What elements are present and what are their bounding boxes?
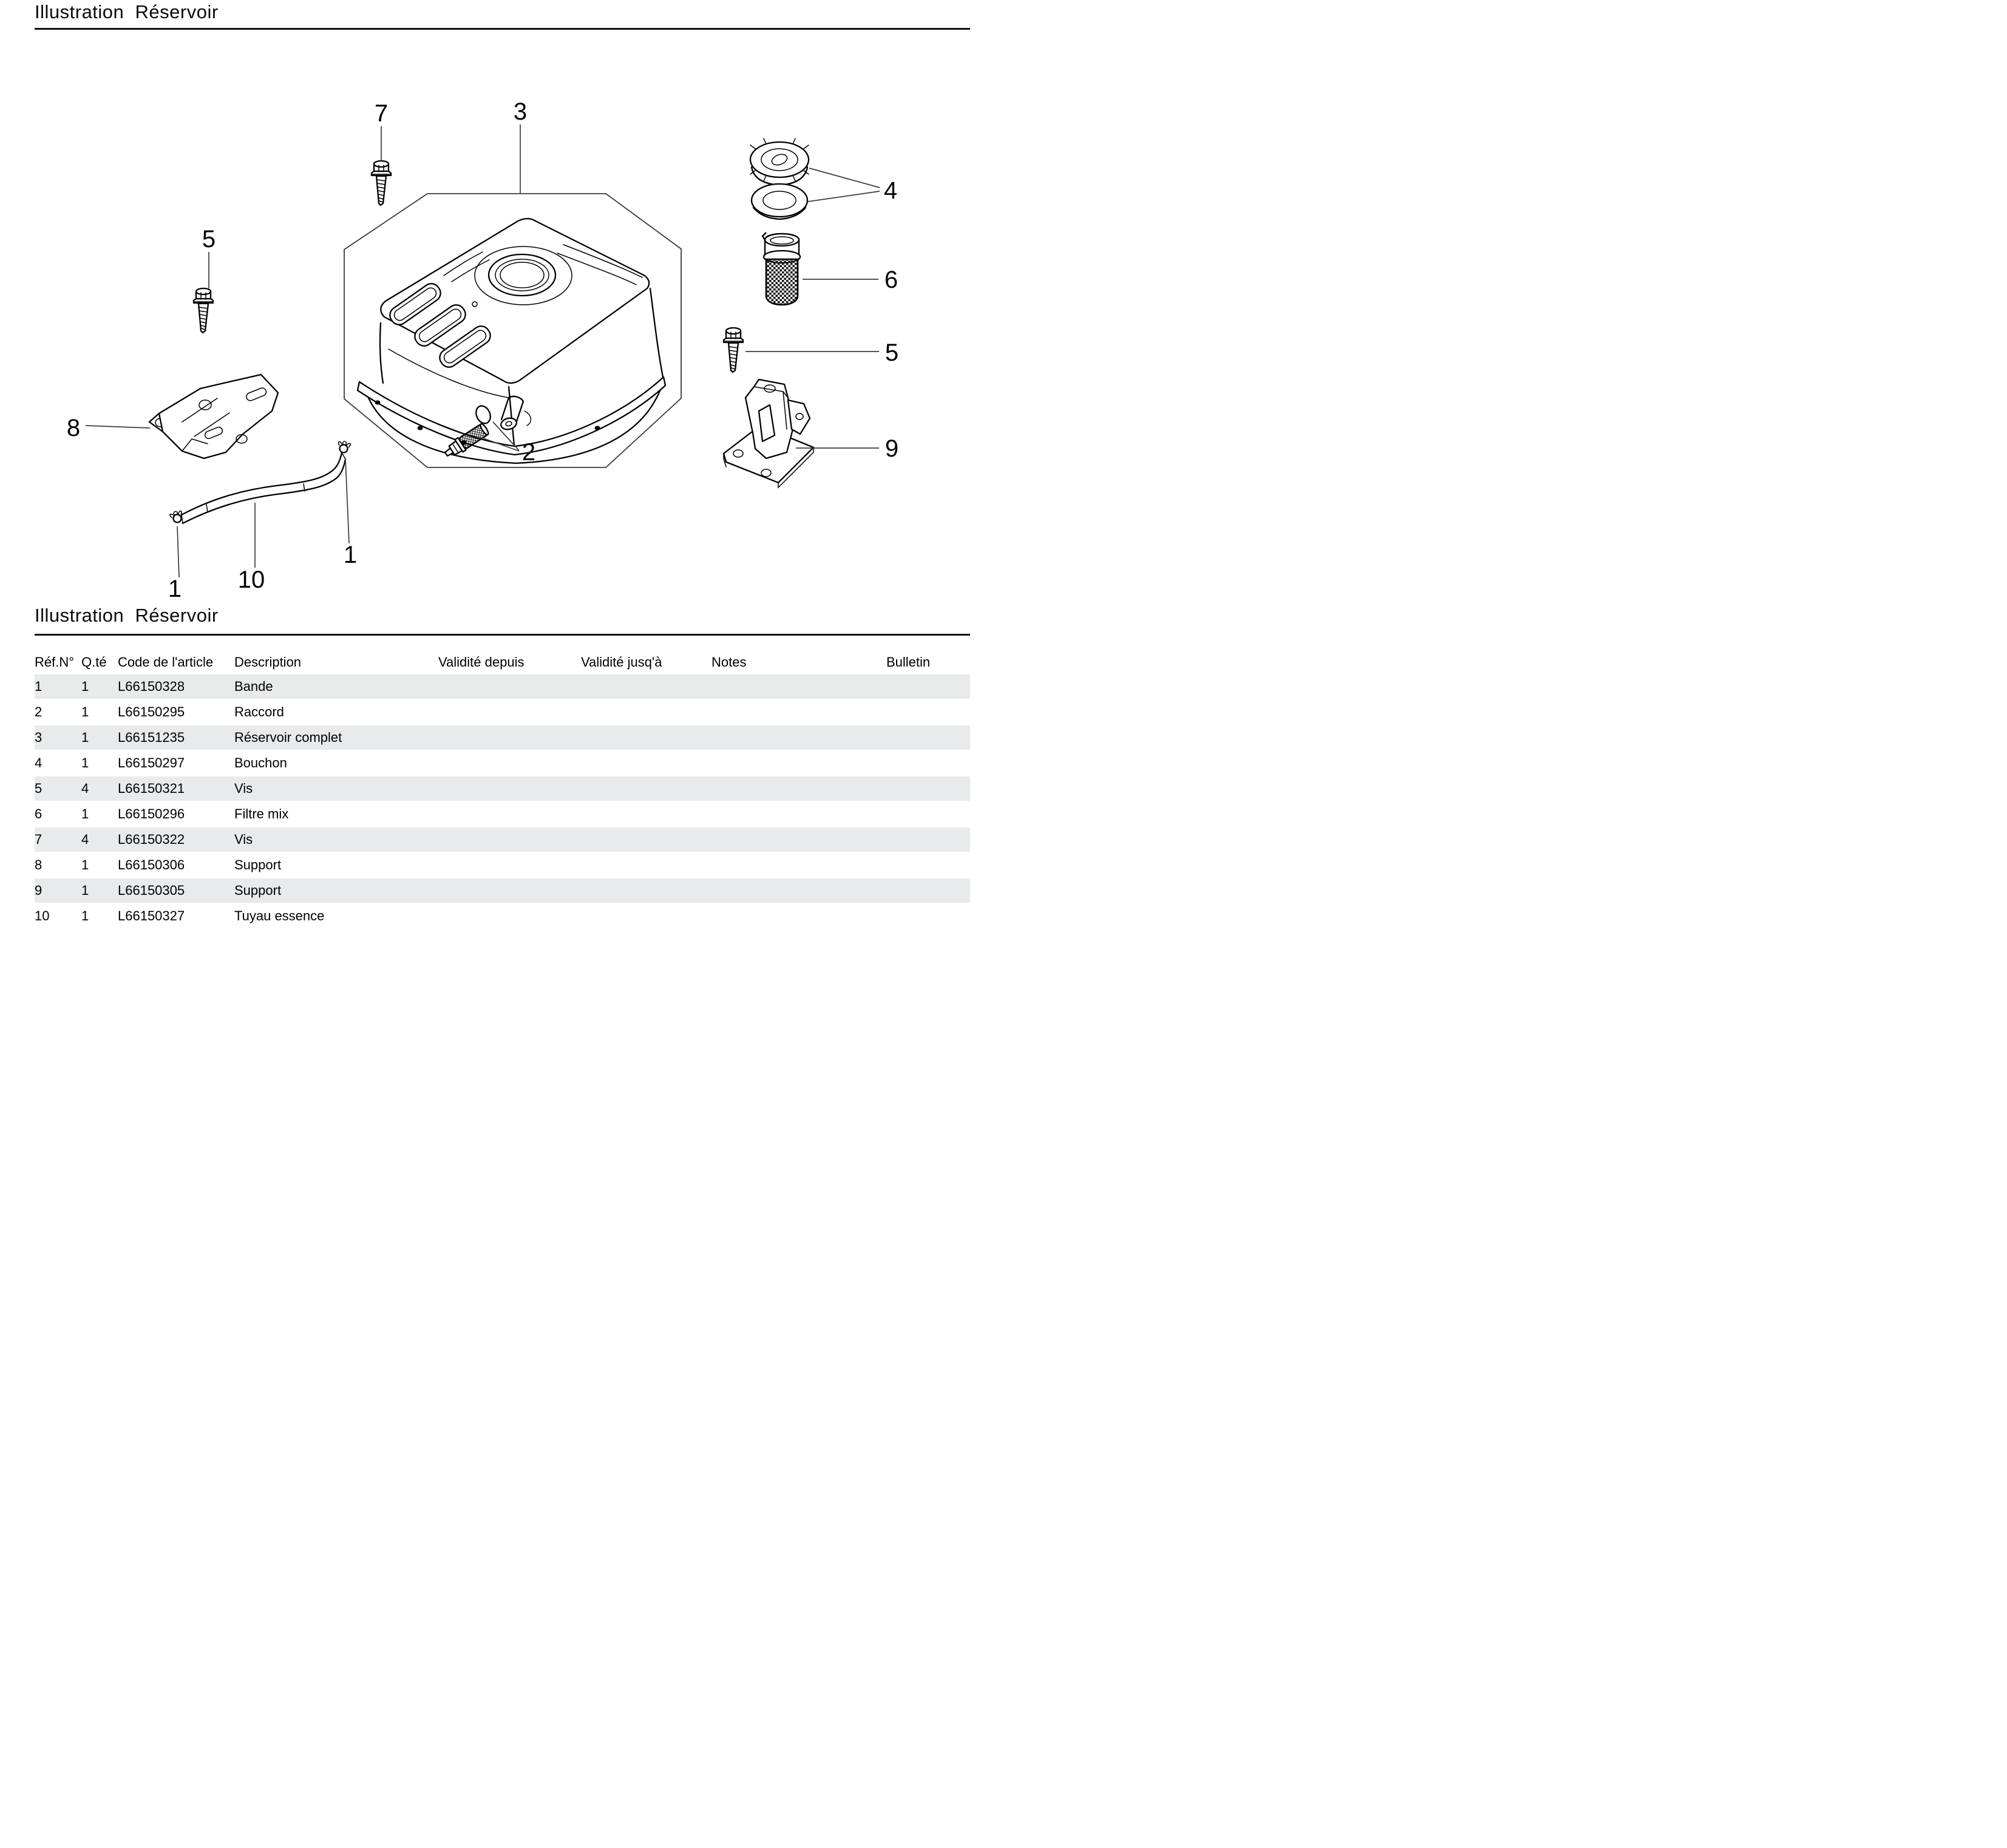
cell-bulletin [886, 903, 970, 929]
col-header-description: Description [234, 654, 302, 670]
cell-qty: 1 [81, 674, 118, 699]
cell-code: L66150306 [118, 852, 234, 878]
exploded-parts-diagram [0, 33, 1004, 604]
filler-cap-drawing [750, 138, 809, 185]
cell-ref: 5 [35, 776, 81, 801]
cell-validite_depuis [438, 903, 581, 929]
cell-bulletin [886, 725, 970, 750]
cell-ref: 1 [35, 674, 81, 699]
cell-description: Support [234, 852, 438, 878]
cell-description: Tuyau essence [234, 903, 438, 929]
callout-3: 3 [513, 98, 528, 125]
fuel-filter-drawing [762, 233, 800, 305]
cell-validite_depuis [438, 801, 581, 827]
cell-validite_jusqua [581, 801, 711, 827]
cell-bulletin [886, 674, 970, 699]
cell-validite_jusqua [581, 674, 711, 699]
cell-notes [711, 725, 886, 750]
cell-validite_depuis [438, 776, 581, 801]
table-row [35, 750, 970, 776]
title-rule [35, 28, 970, 30]
cell-bulletin [886, 878, 970, 903]
cell-description: Bouchon [234, 750, 438, 776]
cell-bulletin [886, 852, 970, 878]
cell-bulletin [886, 750, 970, 776]
cell-qty: 1 [81, 852, 118, 878]
fuel-hose-drawing [182, 453, 345, 523]
cell-validite_depuis [438, 699, 581, 725]
cell-qty: 1 [81, 878, 118, 903]
cell-validite_depuis [438, 725, 581, 750]
cell-notes [711, 750, 886, 776]
cell-ref: 2 [35, 699, 81, 725]
cell-code: L66150328 [118, 674, 234, 699]
cell-code: L66150296 [118, 801, 234, 827]
callout-1-right: 1 [343, 542, 358, 568]
col-header-validite-jusqua: Validité jusq'à [581, 654, 662, 670]
cell-code: L66150295 [118, 699, 234, 725]
tank-outlet-drawing [500, 396, 531, 431]
parts-table [35, 651, 970, 929]
parts-table-body [35, 674, 970, 929]
col-header-notes: Notes [711, 654, 747, 670]
cell-validite_jusqua [581, 725, 711, 750]
cell-notes [711, 878, 886, 903]
cell-qty: 1 [81, 699, 118, 725]
table-row [35, 776, 970, 801]
callout-1-left: 1 [168, 576, 182, 602]
cell-qty: 4 [81, 776, 118, 801]
callout-4: 4 [883, 177, 898, 204]
parts-catalog-page [0, 0, 1004, 924]
cell-code: L66150327 [118, 903, 234, 929]
cell-description: Support [234, 878, 438, 903]
screw-5-right-drawing [724, 328, 743, 372]
cell-notes [711, 776, 886, 801]
hose-clamp-right-drawing [337, 440, 351, 454]
cell-notes [711, 852, 886, 878]
cell-validite_depuis [438, 750, 581, 776]
cell-bulletin [886, 801, 970, 827]
screw-7-drawing [372, 161, 391, 205]
cell-validite_depuis [438, 852, 581, 878]
callout-6: 6 [884, 267, 898, 293]
table-row [35, 852, 970, 878]
cell-validite_jusqua [581, 776, 711, 801]
cell-validite_depuis [438, 674, 581, 699]
cell-code: L66151235 [118, 725, 234, 750]
cell-qty: 1 [81, 750, 118, 776]
cell-validite_jusqua [581, 903, 711, 929]
cell-ref: 7 [35, 827, 81, 852]
cell-qty: 1 [81, 725, 118, 750]
cell-code: L66150322 [118, 827, 234, 852]
cell-ref: 6 [35, 801, 81, 827]
callout-9: 9 [885, 435, 899, 462]
cell-validite_depuis [438, 827, 581, 852]
o-ring-drawing [474, 404, 493, 426]
support-bracket-9-drawing [724, 379, 813, 487]
fuel-tank-drawing [358, 219, 665, 463]
cell-ref: 9 [35, 878, 81, 903]
cell-notes [711, 801, 886, 827]
cell-bulletin [886, 776, 970, 801]
cell-code: L66150297 [118, 750, 234, 776]
callout-10: 10 [237, 566, 265, 593]
cell-description: Bande [234, 674, 438, 699]
col-header-bulletin: Bulletin [886, 654, 931, 670]
cell-bulletin [886, 699, 970, 725]
table-row [35, 801, 970, 827]
cell-bulletin [886, 827, 970, 852]
cell-qty: 1 [81, 903, 118, 929]
table-row [35, 903, 970, 929]
col-header-qty: Q.té [81, 654, 107, 670]
cell-description: Raccord [234, 699, 438, 725]
screw-5-left-drawing [194, 288, 213, 333]
cell-code: L66150321 [118, 776, 234, 801]
col-header-validite-depuis: Validité depuis [438, 654, 525, 670]
cell-validite_jusqua [581, 878, 711, 903]
cell-notes [711, 903, 886, 929]
cell-notes [711, 827, 886, 852]
callout-5-right: 5 [885, 339, 899, 366]
cap-gasket-drawing [752, 184, 807, 219]
table-row [35, 699, 970, 725]
cell-validite_jusqua [581, 750, 711, 776]
cell-description: Filtre mix [234, 801, 438, 827]
cell-notes [711, 699, 886, 725]
page-title: Illustration Réservoir [35, 1, 219, 22]
table-row [35, 827, 970, 852]
section-rule [35, 634, 970, 636]
cell-code: L66150305 [118, 878, 234, 903]
col-header-code: Code de l'article [118, 654, 214, 670]
cell-qty: 4 [81, 827, 118, 852]
cell-description: Vis [234, 827, 438, 852]
cell-ref: 10 [35, 903, 81, 929]
table-row [35, 674, 970, 699]
callout-7: 7 [374, 100, 389, 127]
cell-notes [711, 674, 886, 699]
table-header-row [35, 651, 970, 674]
cell-validite_jusqua [581, 852, 711, 878]
cell-qty: 1 [81, 801, 118, 827]
cell-ref: 3 [35, 725, 81, 750]
cell-description: Réservoir complet [234, 725, 438, 750]
callout-8: 8 [66, 415, 81, 441]
support-bracket-8-drawing [149, 375, 278, 458]
cell-description: Vis [234, 776, 438, 801]
cell-validite_jusqua [581, 827, 711, 852]
callout-2: 2 [521, 439, 536, 466]
cell-validite_jusqua [581, 699, 711, 725]
cell-ref: 8 [35, 852, 81, 878]
col-header-ref: Réf.N° [35, 654, 75, 670]
cell-validite_depuis [438, 878, 581, 903]
table-row [35, 878, 970, 903]
cell-ref: 4 [35, 750, 81, 776]
callout-5-left: 5 [202, 226, 216, 253]
section-title: Illustration Réservoir [35, 605, 219, 626]
table-row [35, 725, 970, 750]
